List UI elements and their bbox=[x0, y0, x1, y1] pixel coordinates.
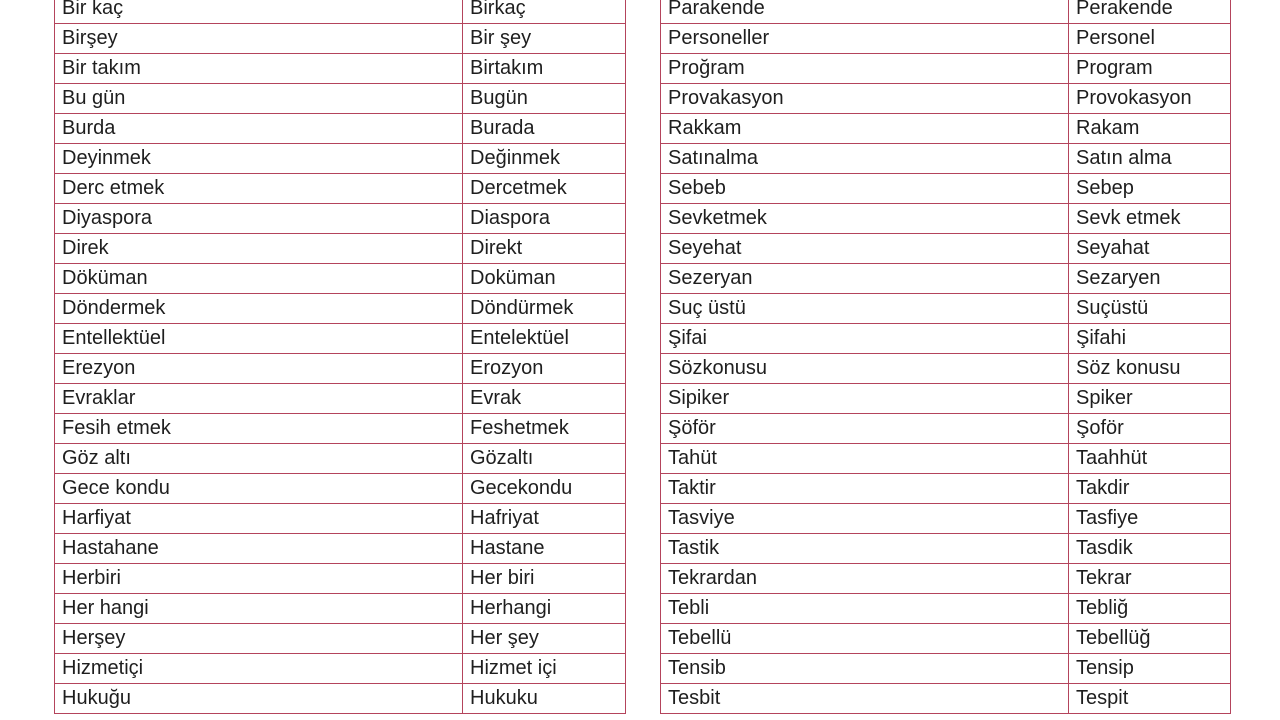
table-row bbox=[55, 174, 626, 204]
correct-spelling-cell: Bir şey bbox=[463, 24, 626, 54]
table-row bbox=[55, 144, 626, 174]
correct-spelling-cell: Diaspora bbox=[463, 204, 626, 234]
incorrect-spelling-cell: Entellektüel bbox=[55, 324, 463, 354]
incorrect-spelling-cell: Satınalma bbox=[661, 144, 1069, 174]
incorrect-spelling-cell: Sebeb bbox=[661, 174, 1069, 204]
spelling-table-right-body bbox=[661, 0, 1231, 714]
incorrect-spelling-cell: Herşey bbox=[55, 624, 463, 654]
table-row bbox=[55, 24, 626, 54]
incorrect-spelling-cell: Tebellü bbox=[661, 624, 1069, 654]
incorrect-spelling-cell: Rakkam bbox=[661, 114, 1069, 144]
correct-spelling-cell: Erozyon bbox=[463, 354, 626, 384]
incorrect-spelling-cell: Her hangi bbox=[55, 594, 463, 624]
incorrect-spelling-cell: Deyinmek bbox=[55, 144, 463, 174]
table-row bbox=[661, 624, 1231, 654]
incorrect-spelling-cell: Sevketmek bbox=[661, 204, 1069, 234]
incorrect-spelling-cell: Sezeryan bbox=[661, 264, 1069, 294]
incorrect-spelling-cell: Tekrardan bbox=[661, 564, 1069, 594]
correct-spelling-cell: Döndürmek bbox=[463, 294, 626, 324]
correct-spelling-cell: Her şey bbox=[463, 624, 626, 654]
table-row bbox=[661, 144, 1231, 174]
incorrect-spelling-cell: Herbiri bbox=[55, 564, 463, 594]
table-row bbox=[661, 0, 1231, 24]
table-row bbox=[55, 294, 626, 324]
table-row bbox=[661, 414, 1231, 444]
table-row bbox=[661, 564, 1231, 594]
spelling-table-right bbox=[660, 0, 1231, 714]
incorrect-spelling-cell: Tensib bbox=[661, 654, 1069, 684]
table-row bbox=[661, 534, 1231, 564]
table-row bbox=[55, 204, 626, 234]
incorrect-spelling-cell: Tahüt bbox=[661, 444, 1069, 474]
table-row bbox=[661, 294, 1231, 324]
correct-spelling-cell: Perakende bbox=[1069, 0, 1231, 24]
correct-spelling-cell: Rakam bbox=[1069, 114, 1231, 144]
table-row bbox=[661, 114, 1231, 144]
incorrect-spelling-cell: Direk bbox=[55, 234, 463, 264]
correct-spelling-cell: Birkaç bbox=[463, 0, 626, 24]
spelling-table-left bbox=[54, 0, 626, 714]
table-row bbox=[661, 174, 1231, 204]
incorrect-spelling-cell: Tasviye bbox=[661, 504, 1069, 534]
incorrect-spelling-cell: Bu gün bbox=[55, 84, 463, 114]
table-row bbox=[55, 684, 626, 714]
table-row bbox=[661, 474, 1231, 504]
correct-spelling-cell: Tensip bbox=[1069, 654, 1231, 684]
correct-spelling-cell: Spiker bbox=[1069, 384, 1231, 414]
correct-spelling-cell: Söz konusu bbox=[1069, 354, 1231, 384]
correct-spelling-cell: Hafriyat bbox=[463, 504, 626, 534]
correct-spelling-cell: Değinmek bbox=[463, 144, 626, 174]
incorrect-spelling-cell: Erezyon bbox=[55, 354, 463, 384]
correct-spelling-cell: Sezaryen bbox=[1069, 264, 1231, 294]
correct-spelling-cell: Tebellüğ bbox=[1069, 624, 1231, 654]
incorrect-spelling-cell: Hastahane bbox=[55, 534, 463, 564]
incorrect-spelling-cell: Seyehat bbox=[661, 234, 1069, 264]
table-row bbox=[661, 324, 1231, 354]
incorrect-spelling-cell: Şifai bbox=[661, 324, 1069, 354]
correct-spelling-cell: Doküman bbox=[463, 264, 626, 294]
table-row bbox=[55, 234, 626, 264]
spelling-table-left-body bbox=[55, 0, 626, 714]
table-row bbox=[55, 324, 626, 354]
table-row bbox=[661, 204, 1231, 234]
incorrect-spelling-cell: Fesih etmek bbox=[55, 414, 463, 444]
correct-spelling-cell: Gözaltı bbox=[463, 444, 626, 474]
incorrect-spelling-cell: Sözkonusu bbox=[661, 354, 1069, 384]
incorrect-spelling-cell: Birşey bbox=[55, 24, 463, 54]
table-row bbox=[55, 474, 626, 504]
table-row bbox=[55, 384, 626, 414]
incorrect-spelling-cell: Şöför bbox=[661, 414, 1069, 444]
incorrect-spelling-cell: Harfiyat bbox=[55, 504, 463, 534]
table-row bbox=[661, 684, 1231, 714]
incorrect-spelling-cell: Evraklar bbox=[55, 384, 463, 414]
incorrect-spelling-cell: Döndermek bbox=[55, 294, 463, 324]
correct-spelling-cell: Personel bbox=[1069, 24, 1231, 54]
incorrect-spelling-cell: Tesbit bbox=[661, 684, 1069, 714]
correct-spelling-cell: Program bbox=[1069, 54, 1231, 84]
incorrect-spelling-cell: Provakasyon bbox=[661, 84, 1069, 114]
correct-spelling-cell: Entelektüel bbox=[463, 324, 626, 354]
incorrect-spelling-cell: Proğram bbox=[661, 54, 1069, 84]
incorrect-spelling-cell: Hukuğu bbox=[55, 684, 463, 714]
correct-spelling-cell: Herhangi bbox=[463, 594, 626, 624]
incorrect-spelling-cell: Burda bbox=[55, 114, 463, 144]
correct-spelling-cell: Şoför bbox=[1069, 414, 1231, 444]
incorrect-spelling-cell: Tastik bbox=[661, 534, 1069, 564]
incorrect-spelling-cell: Hizmetiçi bbox=[55, 654, 463, 684]
correct-spelling-cell: Direkt bbox=[463, 234, 626, 264]
correct-spelling-cell: Sevk etmek bbox=[1069, 204, 1231, 234]
correct-spelling-cell: Gecekondu bbox=[463, 474, 626, 504]
correct-spelling-cell: Taahhüt bbox=[1069, 444, 1231, 474]
incorrect-spelling-cell: Sipiker bbox=[661, 384, 1069, 414]
incorrect-spelling-cell: Tebli bbox=[661, 594, 1069, 624]
incorrect-spelling-cell: Personeller bbox=[661, 24, 1069, 54]
correct-spelling-cell: Satın alma bbox=[1069, 144, 1231, 174]
correct-spelling-cell: Birtakım bbox=[463, 54, 626, 84]
correct-spelling-cell: Bugün bbox=[463, 84, 626, 114]
correct-spelling-cell: Provokasyon bbox=[1069, 84, 1231, 114]
table-row bbox=[661, 264, 1231, 294]
correct-spelling-cell: Tekrar bbox=[1069, 564, 1231, 594]
correct-spelling-cell: Takdir bbox=[1069, 474, 1231, 504]
table-row bbox=[55, 414, 626, 444]
table-row bbox=[55, 54, 626, 84]
incorrect-spelling-cell: Parakende bbox=[661, 0, 1069, 24]
table-row bbox=[661, 84, 1231, 114]
table-row bbox=[661, 504, 1231, 534]
correct-spelling-cell: Tasfiye bbox=[1069, 504, 1231, 534]
correct-spelling-cell: Feshetmek bbox=[463, 414, 626, 444]
table-row bbox=[55, 564, 626, 594]
incorrect-spelling-cell: Diyaspora bbox=[55, 204, 463, 234]
incorrect-spelling-cell: Taktir bbox=[661, 474, 1069, 504]
correct-spelling-cell: Sebep bbox=[1069, 174, 1231, 204]
table-row bbox=[661, 234, 1231, 264]
table-row bbox=[55, 624, 626, 654]
correct-spelling-cell: Her biri bbox=[463, 564, 626, 594]
correct-spelling-cell: Tebliğ bbox=[1069, 594, 1231, 624]
table-row bbox=[661, 24, 1231, 54]
correct-spelling-cell: Hizmet içi bbox=[463, 654, 626, 684]
incorrect-spelling-cell: Göz altı bbox=[55, 444, 463, 474]
correct-spelling-cell: Dercetmek bbox=[463, 174, 626, 204]
incorrect-spelling-cell: Döküman bbox=[55, 264, 463, 294]
incorrect-spelling-cell: Derc etmek bbox=[55, 174, 463, 204]
table-row bbox=[661, 654, 1231, 684]
table-row bbox=[55, 0, 626, 24]
table-row bbox=[55, 354, 626, 384]
incorrect-spelling-cell: Suç üstü bbox=[661, 294, 1069, 324]
correct-spelling-cell: Seyahat bbox=[1069, 234, 1231, 264]
table-row bbox=[55, 444, 626, 474]
table-row bbox=[661, 54, 1231, 84]
incorrect-spelling-cell: Bir kaç bbox=[55, 0, 463, 24]
table-row bbox=[55, 264, 626, 294]
table-row bbox=[55, 594, 626, 624]
correct-spelling-cell: Hukuku bbox=[463, 684, 626, 714]
correct-spelling-cell: Tasdik bbox=[1069, 534, 1231, 564]
table-row bbox=[661, 594, 1231, 624]
table-row bbox=[55, 114, 626, 144]
correct-spelling-cell: Şifahi bbox=[1069, 324, 1231, 354]
correct-spelling-cell: Hastane bbox=[463, 534, 626, 564]
table-row bbox=[55, 504, 626, 534]
incorrect-spelling-cell: Gece kondu bbox=[55, 474, 463, 504]
correct-spelling-cell: Suçüstü bbox=[1069, 294, 1231, 324]
table-row bbox=[55, 534, 626, 564]
correct-spelling-cell: Evrak bbox=[463, 384, 626, 414]
table-row bbox=[55, 84, 626, 114]
incorrect-spelling-cell: Bir takım bbox=[55, 54, 463, 84]
correct-spelling-cell: Tespit bbox=[1069, 684, 1231, 714]
table-row bbox=[55, 654, 626, 684]
table-row bbox=[661, 444, 1231, 474]
table-row bbox=[661, 384, 1231, 414]
table-row bbox=[661, 354, 1231, 384]
correct-spelling-cell: Burada bbox=[463, 114, 626, 144]
